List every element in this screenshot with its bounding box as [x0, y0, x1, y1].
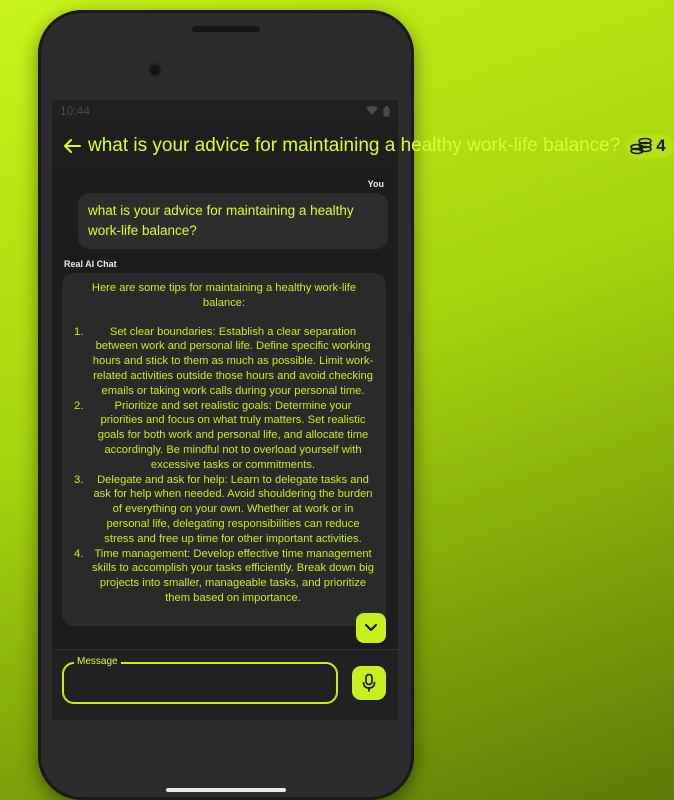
app-screen — [52, 100, 666, 720]
user-message-bubble: what is your advice for maintaining a healthy work-life balance? — [78, 193, 388, 249]
phone-frame — [38, 10, 666, 800]
status-bar — [52, 100, 398, 122]
tip-number: 2. — [74, 399, 84, 412]
microphone-button[interactable] — [352, 666, 386, 700]
message-input[interactable] — [72, 672, 328, 696]
message-field[interactable] — [62, 656, 338, 704]
battery-icon — [383, 106, 390, 117]
tip-text: Prioritize and set realistic goals: Determine your priorities and focus on what truly matters. Set realistic goals for both work and personal life, and allocate time accordingly. Be mindful not to overload yourself with excessive tasks or commitments. — [97, 399, 369, 471]
wifi-icon — [366, 106, 378, 116]
chat-area[interactable] — [52, 179, 398, 659]
phone-speaker — [192, 26, 260, 32]
tip-text: Time management: Develop effective time management skills to accomplish your tasks efficiently. Break down big projects into smaller, manageable tasks, and prioritize them based on importance. — [92, 547, 374, 604]
tip-item — [74, 325, 374, 399]
ai-sender-label: Real AI Chat — [64, 259, 117, 269]
tip-text: Delegate and ask for help: Learn to delegate tasks and ask for help when needed. Avoid shouldering the burden of everything on your own. Whether at work or in personal life, delegating responsibilities can reduce stress and free up time for other important activities. — [93, 473, 373, 545]
back-arrow-icon — [62, 136, 82, 156]
tip-number: 3. — [74, 473, 84, 486]
phone-camera — [150, 65, 160, 75]
message-field-label: Message — [74, 656, 121, 667]
user-sender-label: You — [367, 179, 384, 189]
chat-title: what is your advice for maintaining a healthy work-life balance? — [88, 135, 621, 156]
coins-badge[interactable] — [626, 134, 673, 158]
tip-item — [74, 473, 374, 547]
app-bar — [52, 122, 666, 170]
status-icons — [366, 106, 390, 117]
chevron-down-icon — [364, 623, 378, 633]
back-button[interactable] — [62, 131, 82, 161]
tip-item — [74, 547, 374, 606]
coins-stack-icon — [630, 137, 652, 155]
scroll-down-button[interactable] — [356, 613, 386, 643]
status-time: 10:44 — [60, 104, 91, 118]
ai-message-bubble — [62, 273, 386, 626]
tip-text: Set clear boundaries: Establish a clear separation between work and personal life. Define specific working hours and stick to them as much as possible. Limit work-related activities outside those hours and avoid checking emails or taking work calls during your personal time. — [92, 325, 374, 397]
coins-count: 4 — [656, 136, 666, 155]
tip-number: 1. — [74, 325, 84, 338]
microphone-icon — [361, 673, 377, 693]
home-indicator[interactable] — [166, 788, 286, 792]
tip-number: 4. — [74, 547, 84, 560]
ai-intro-text: Here are some tips for maintaining a healthy work-life balance: — [91, 282, 357, 309]
message-input-bar — [52, 649, 398, 720]
tip-item — [74, 399, 374, 473]
